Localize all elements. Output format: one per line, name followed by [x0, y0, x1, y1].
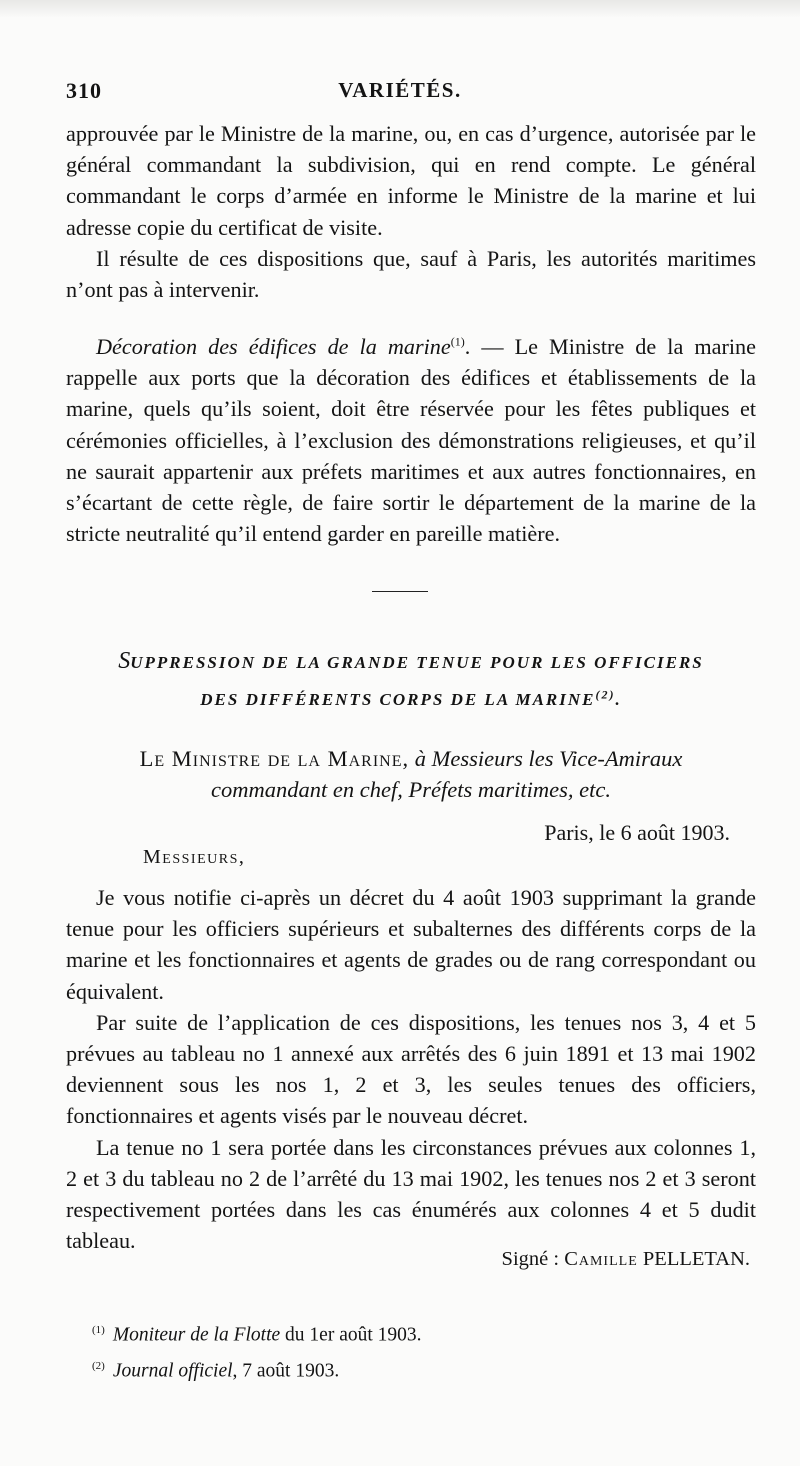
- footnote-text: , 7 août 1903.: [232, 1360, 340, 1381]
- footnote-source: Journal officiel: [112, 1360, 233, 1381]
- sender: Le Ministre de la Marine,: [139, 746, 410, 771]
- continued-paragraph: [66, 118, 756, 243]
- signature-last-name: PELLETAN.: [637, 1248, 750, 1270]
- circular-heading-line2: DES DIFFÉRENTS CORPS DE LA MARINE$^{(2)}$.: [200, 687, 622, 709]
- footnote: [92, 1351, 422, 1387]
- footnote-mark: (1): [92, 1324, 105, 1336]
- recipients: à Messieurs les Vice-Amiraux: [409, 746, 683, 771]
- heading-text: DES DIFFÉRENTS CORPS DE LA MARINE: [200, 690, 596, 709]
- scan-edge: [0, 0, 800, 18]
- paragraph: Il résulte de ces dispositions que, sauf à Paris, les autorités maritimes n’ont pas à intervenir.: [66, 246, 756, 303]
- footnotes: [92, 1315, 422, 1386]
- section-title: Décoration des édifices de la marine: [96, 334, 451, 359]
- date-line: Paris, le 6 août 1903.: [544, 820, 730, 845]
- footnote-source: Moniteur de la Flotte: [112, 1324, 281, 1346]
- heading-text: UPPRESSION DE LA GRANDE TENUE POUR LES OFFICIERS: [130, 653, 704, 672]
- circular-heading-line1: [66, 648, 756, 675]
- heading-initial: S: [118, 648, 131, 674]
- footnote-text: du 1er août 1903.: [280, 1324, 422, 1346]
- paragraph: [66, 331, 756, 549]
- paragraph-block: [66, 243, 756, 305]
- section-text: . — Le Ministre de la marine rappelle aux ports que la décoration des édifices et établissements de la marine, quels qu’ils soient, doit être réservée pour les fêtes publiques et cérémonies officielles, à l’exclusion des démonstrations religieuses, et qu’il ne saurait appartenir aux préfets maritimes et aux autres fonctionnaires, en s’écartant de cette règle, de faire sortir le département de la marine de la stricte neutralité qu’il entend garder en pareille matière.: [66, 334, 756, 547]
- paragraph: La tenue no 1 sera portée dans les circonstances prévues aux colonnes 1, 2 et 3 du tableau no 2 de l’arrêté du 13 mai 1902, les tenues nos 2 et 3 seront respectivement portées dans les cas énumérés aux colonnes 4 et 5 dudit tableau.: [66, 1134, 756, 1254]
- salutation: Messieurs,: [143, 846, 246, 868]
- page-number: 310: [66, 78, 102, 103]
- running-header: [66, 78, 734, 108]
- circular-body: [66, 882, 756, 1256]
- signature-first-name: Camille: [564, 1248, 638, 1270]
- footnote-ref: (1): [450, 334, 465, 349]
- paragraph: approuvée par le Ministre de la marine, ou, en cas d’urgence, autorisée par le général commandant la subdivision, qui en rend compte. Le général commandant le corps d’armée en informe le Ministre de la marine et lui adresse copie du certificat de visite.: [66, 121, 756, 240]
- running-title: VARIÉTÉS.: [338, 78, 462, 102]
- paragraph: Par suite de l’application de ces dispositions, les tenues nos 3, 4 et 5 prévues au tableau no 1 annexé aux arrêtés des 6 juin 1891 et 13 mai 1902 deviennent sous les nos 1, 2 et 3, les seules tenues des officiers, fonctionnaires et agents visés par le nouveau décret.: [66, 1009, 756, 1129]
- address-line: [66, 743, 756, 775]
- footnote-mark: (2): [92, 1359, 105, 1372]
- address-line-2: commandant en chef, Préfets maritimes, etc.: [211, 777, 611, 802]
- decoration-section: [66, 331, 756, 549]
- footnote-ref: (2): [595, 687, 616, 702]
- section-divider: [372, 591, 428, 592]
- paragraph: Je vous notifie ci-après un décret du 4 août 1903 supprimant la grande tenue pour les officiers supérieurs et subalternes des différents corps de la marine et les fonctionnaires et agents de grades ou de rang correspondant ou équivalent.: [66, 885, 756, 1004]
- signature: Signé : Camille PELLETAN.: [501, 1248, 750, 1270]
- footnote: [92, 1315, 422, 1351]
